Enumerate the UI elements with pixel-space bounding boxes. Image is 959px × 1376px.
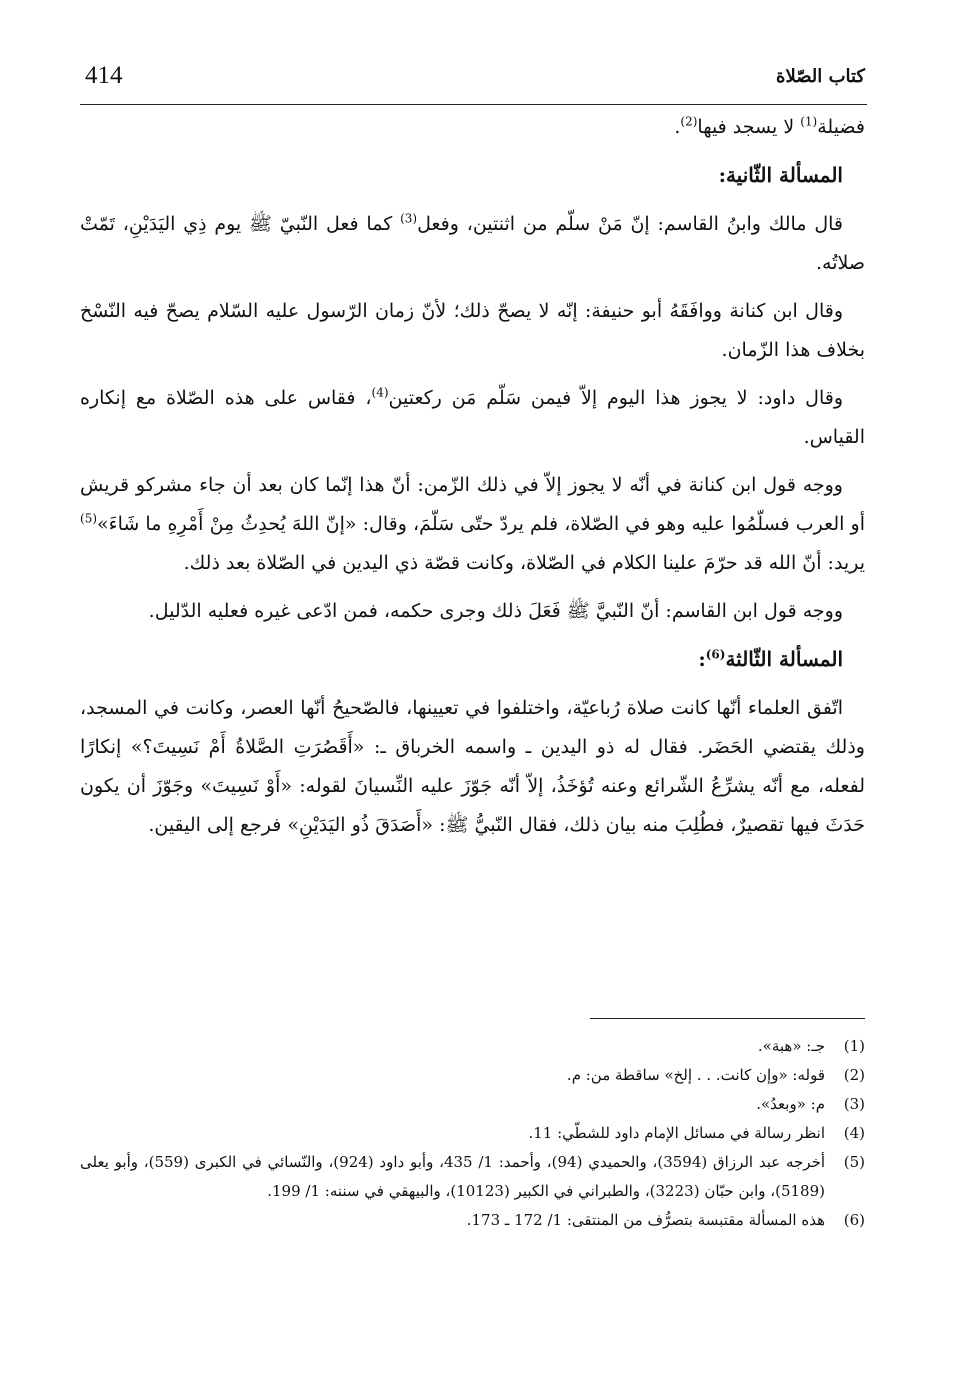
- paragraph-0: [80, 108, 865, 147]
- footnote: [80, 1148, 865, 1206]
- footnote-number: (1): [843, 1037, 865, 1055]
- footnote-number: (3): [843, 1095, 865, 1113]
- section-heading-3: [80, 640, 865, 679]
- footnote-ref: (6): [705, 647, 726, 662]
- paragraph-1: [80, 205, 865, 283]
- text: ، فقاس على هذه الصّلاة مع إنكاره القياس.: [80, 387, 865, 448]
- footnote-number: (6): [843, 1211, 865, 1229]
- text: قال مالك وابنُ القاسم: إنّ مَنْ سلّم من اثنتين، وفعل: [417, 213, 844, 235]
- text: فضيلة: [817, 116, 865, 138]
- text: لا يسجد فيها: [697, 116, 801, 138]
- footnote-ref: (1): [800, 114, 818, 129]
- footnote: [80, 1032, 865, 1061]
- paragraph-4: [80, 466, 865, 583]
- footnote-ref: (3): [400, 211, 418, 226]
- text: ووجه قول ابن كنانة في أنّه لا يجوز إلاّ في ذلك الزّمن: أنّ هذا إنّما كان بعد أن جاء مشركو قريش أو العرب فسلّمُوا عليه وهو في الصّلاة، فلم يردّ حتّى سَلّمَ، وقال: «إنّ اللهَ يُحدِثُ مِنْ أَمْرِهِ ما شَاءَ»: [80, 474, 865, 535]
- footnote-text: قوله: «وإن كانت. . . إلخ» ساقطة من: م.: [566, 1066, 825, 1084]
- footnote-text: انظر رسالة في مسائل الإمام داود للشطّي: 11.: [528, 1124, 825, 1142]
- footnote-ref: (2): [680, 114, 698, 129]
- main-text: [80, 108, 865, 854]
- text: .: [674, 116, 681, 138]
- footnote: [80, 1090, 865, 1119]
- header-rule: [80, 104, 867, 105]
- footnote: [80, 1119, 865, 1148]
- footnote-number: (5): [843, 1153, 865, 1171]
- paragraph-6: اتّفق العلماء أنّها كانت صلاة رُباعيّة، واختلفوا في تعيينها، فالصّحيحُ أنّها العصر، وكانت في المسجد، وذلك يقتضي الحَضَر. فقال له ذو اليدين ـ واسمه الخرباق ـ: «أَقَصُرَتِ الصَّلاةُ أَمْ نَسِيتَ؟» إنكارًا لفعله، مع أنّه يشرِّعُ الشّرائع وعنه تُؤخَذُ، إلاّ أنّه جَوّزَ عليه النِّسيانَ لقوله: «أَوْ نَسِيتَ» وجَوّزَ أن يكون حَدَثَ فيها تقصيرٌ، فطُلِبَ منه بيان ذلك، فقال النّبيُّ ﷺ: «أَصَدَقَ ذُو اليَدَيْنِ» فرجع إلى اليقين.: [80, 697, 865, 836]
- footnotes: [80, 1032, 865, 1235]
- footnote-text: أخرجه عبد الرزاق (3594)، والحميدي (94)، وأحمد: 1/ 435، وأبو داود (924)، والنّسائي في الكبرى (559)، وأبو يعلى (5189)، وابن حبّان (3223)، والطبراني في الكبير (10123)، والبيهقي في سننه: 1/ 199.: [80, 1153, 826, 1200]
- footnote-rule: [590, 1018, 865, 1019]
- footnote-number: (2): [843, 1066, 865, 1084]
- footnote-text: م: «وبعدُ».: [756, 1095, 825, 1113]
- page-number: 414: [85, 62, 123, 89]
- section-heading-2: المسألة الثّانية:: [718, 163, 843, 187]
- footnote-text: جـ: «هبة».: [757, 1037, 825, 1055]
- footnote-ref: (5): [80, 511, 98, 526]
- paragraph-2: وقال ابن كنانة ووافَقَهُ أبو حنيفة: إنّه لا يصحّ ذلك؛ لأنّ زمان الرّسول عليه السّلام يصحّ فيه النّسْخ بخلاف هذا الزّمان.: [80, 300, 865, 361]
- footnote-number: (4): [843, 1124, 865, 1142]
- running-title: كتاب الصّلاة: [776, 66, 865, 87]
- paragraph-5: ووجه قول ابن القاسم: أنّ النّبيَّ ﷺ فَعَلَ ذلك وجرى حكمه، فمن ادّعى غيره فعليه الدّليل.: [148, 600, 843, 622]
- text: كما فعل النّبيّ ﷺ يوم ذِي اليَدَيْنِ، تَمّتْ صلاتُه.: [80, 213, 865, 274]
- footnote-ref: (4): [371, 385, 389, 400]
- paragraph-3: [80, 379, 865, 457]
- text: يريد: أنّ الله قد حرّمَ علينا الكلام في الصّلاة، وكانت قصّة ذي اليدين في الصّلاة بعد ذلك.: [183, 552, 865, 574]
- text: وقال داود: لا يجوز هذا اليوم إلاّ فيمن سَلّم مَن ركعتين: [388, 387, 843, 409]
- footnote: [80, 1061, 865, 1090]
- footnote: [80, 1206, 865, 1235]
- text: :: [698, 647, 706, 671]
- text: المسألة الثّالثة: [725, 647, 843, 671]
- footnote-text: هذه المسألة مقتبسة بتصرُّف من المنتقى: 1/ 172 ـ 173.: [466, 1211, 825, 1229]
